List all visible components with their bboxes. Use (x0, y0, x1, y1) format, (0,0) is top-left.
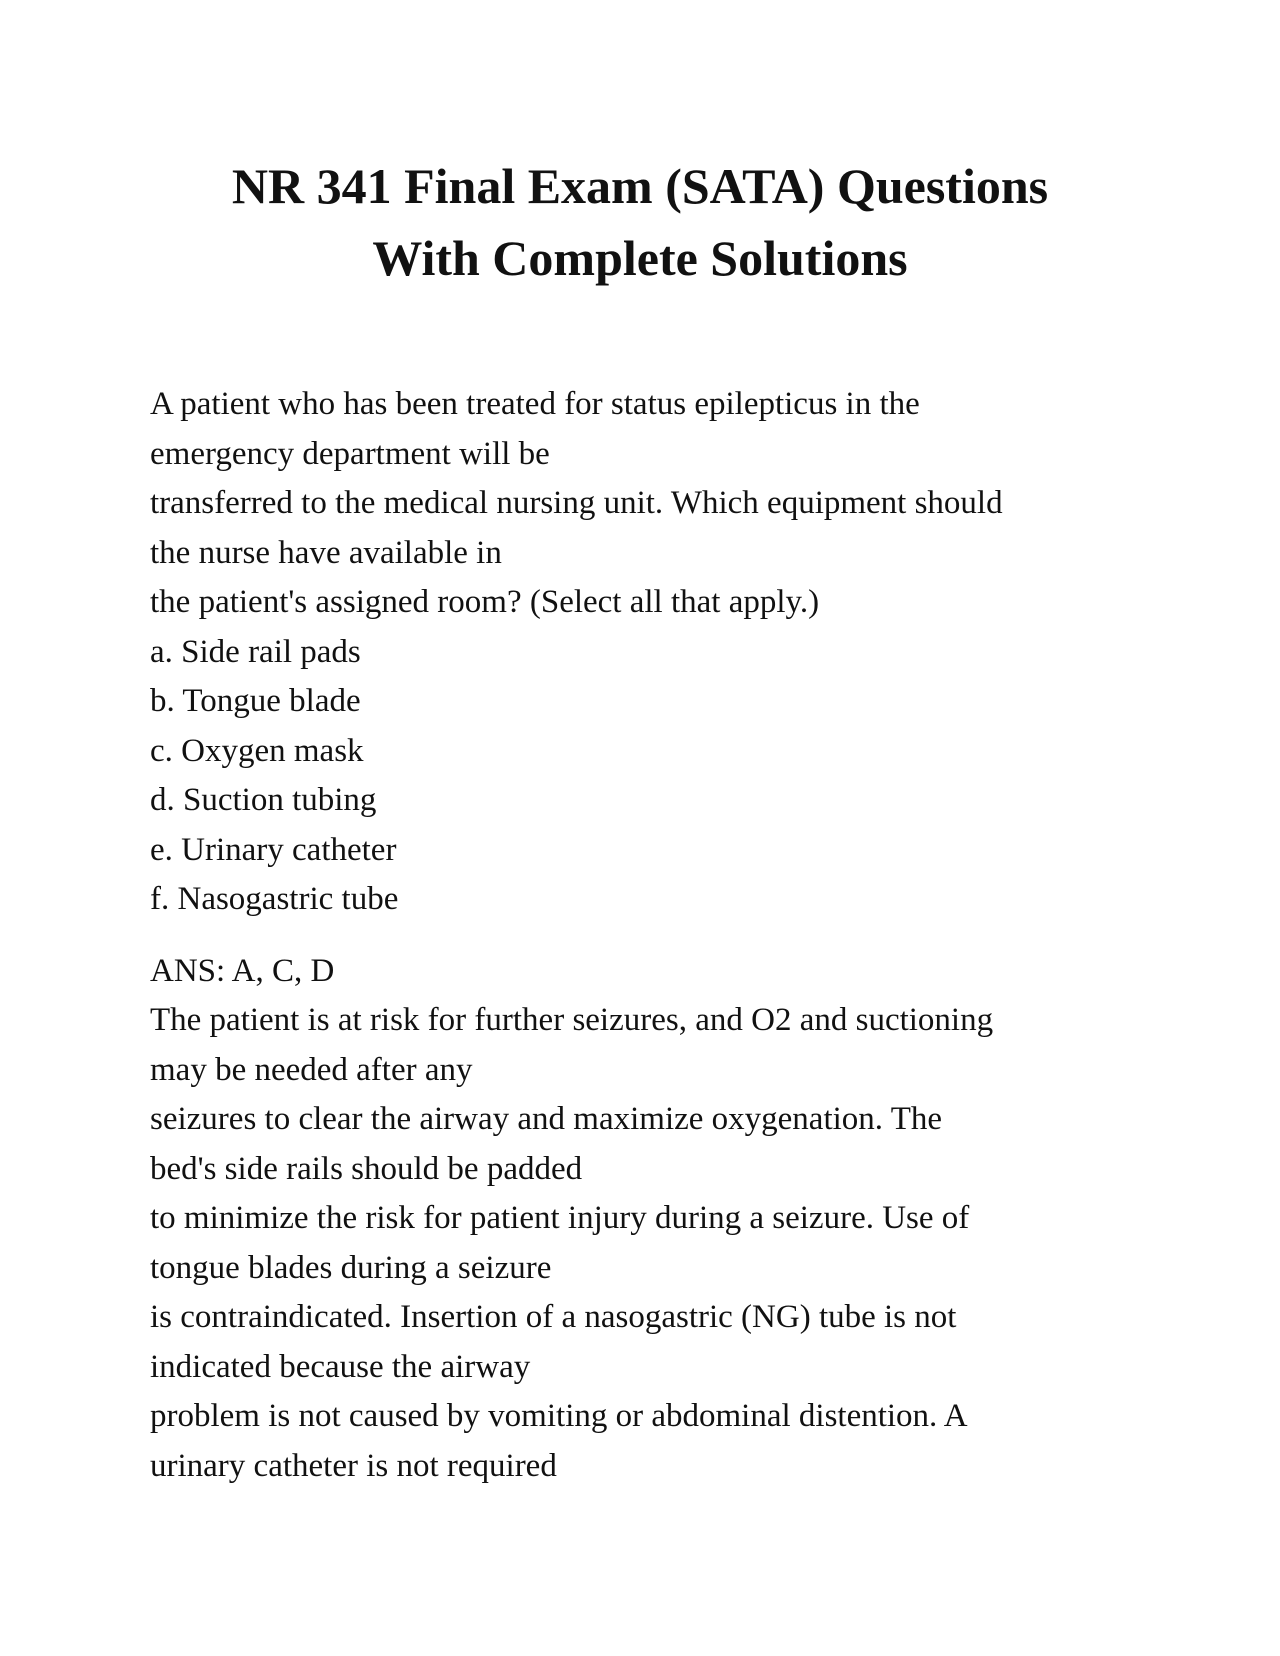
answer-section (150, 947, 1140, 1492)
rationale-line: is contraindicated. Insertion of a nasogastric (NG) tube is not (150, 1299, 957, 1335)
option-f: f. Nasogastric tube (150, 881, 399, 917)
rationale-line: urinary catheter is not required (150, 1447, 557, 1484)
option-d: d. Suction tubing (150, 782, 377, 818)
rationale-line: bed's side rails should be padded (150, 1150, 583, 1187)
option-a: a. Side rail pads (150, 633, 361, 670)
rationale-line: The patient is at risk for further seizures, and O2 and suctioning (150, 1002, 994, 1038)
rationale-line: to minimize the risk for patient injury during a seizure. Use of (150, 1200, 970, 1236)
answer-options (150, 628, 1140, 925)
document-title (120, 150, 1160, 294)
question-line: the nurse have available in (150, 534, 502, 571)
document-body (150, 380, 1140, 1491)
option-b: b. Tongue blade (150, 683, 361, 719)
question-stem (150, 380, 1140, 628)
question-line: transferred to the medical nursing unit. Which equipment should (150, 485, 1003, 521)
question-line: A patient who has been treated for status epilepticus in the (150, 386, 920, 422)
title-line-1: NR 341 Final Exam (SATA) Questions (231, 158, 1049, 214)
rationale-line: indicated because the airway (150, 1348, 531, 1385)
option-e: e. Urinary catheter (150, 831, 397, 868)
rationale-line: problem is not caused by vomiting or abdominal distention. A (150, 1398, 968, 1434)
section-spacer (150, 925, 1140, 947)
rationale-line: tongue blades during a seizure (150, 1249, 552, 1286)
question-line: the patient's assigned room? (Select all that apply.) (150, 584, 820, 620)
answer-key: ANS: A, C, D (150, 952, 335, 989)
question-line: emergency department will be (150, 435, 550, 472)
rationale-line: seizures to clear the airway and maximize oxygenation. The (150, 1101, 942, 1137)
option-c: c. Oxygen mask (150, 732, 364, 769)
title-line-2: With Complete Solutions (372, 230, 908, 286)
rationale-line: may be needed after any (150, 1051, 473, 1088)
